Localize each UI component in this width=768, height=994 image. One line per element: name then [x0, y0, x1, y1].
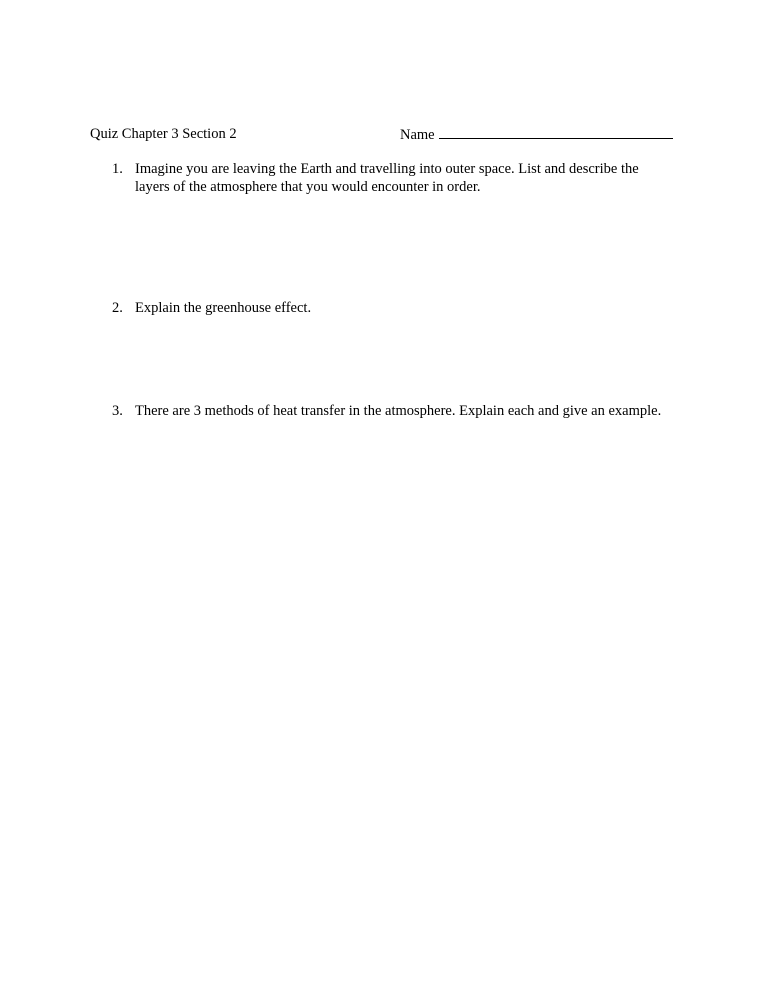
question-3	[112, 402, 672, 420]
question-number: 2.	[112, 300, 123, 316]
name-field-group	[400, 124, 673, 145]
question-2	[112, 299, 672, 317]
question-number: 1.	[112, 161, 123, 177]
answer-space-3[interactable]	[135, 448, 675, 948]
question-text: Explain the greenhouse effect.	[135, 300, 312, 316]
question-text: Imagine you are leaving the Earth and travelling into outer space. List and describe the layers of the atmosphere that you would encounter in order.	[135, 161, 639, 195]
question-1	[112, 160, 672, 196]
quiz-header	[90, 124, 690, 144]
answer-space-1[interactable]	[135, 200, 675, 290]
name-label: Name	[400, 127, 435, 143]
quiz-title: Quiz Chapter 3 Section 2	[90, 126, 237, 142]
answer-space-2[interactable]	[135, 322, 675, 397]
name-blank-line[interactable]	[439, 124, 673, 139]
question-number: 3.	[112, 403, 123, 419]
question-text: There are 3 methods of heat transfer in the atmosphere. Explain each and give an example.	[135, 403, 662, 419]
